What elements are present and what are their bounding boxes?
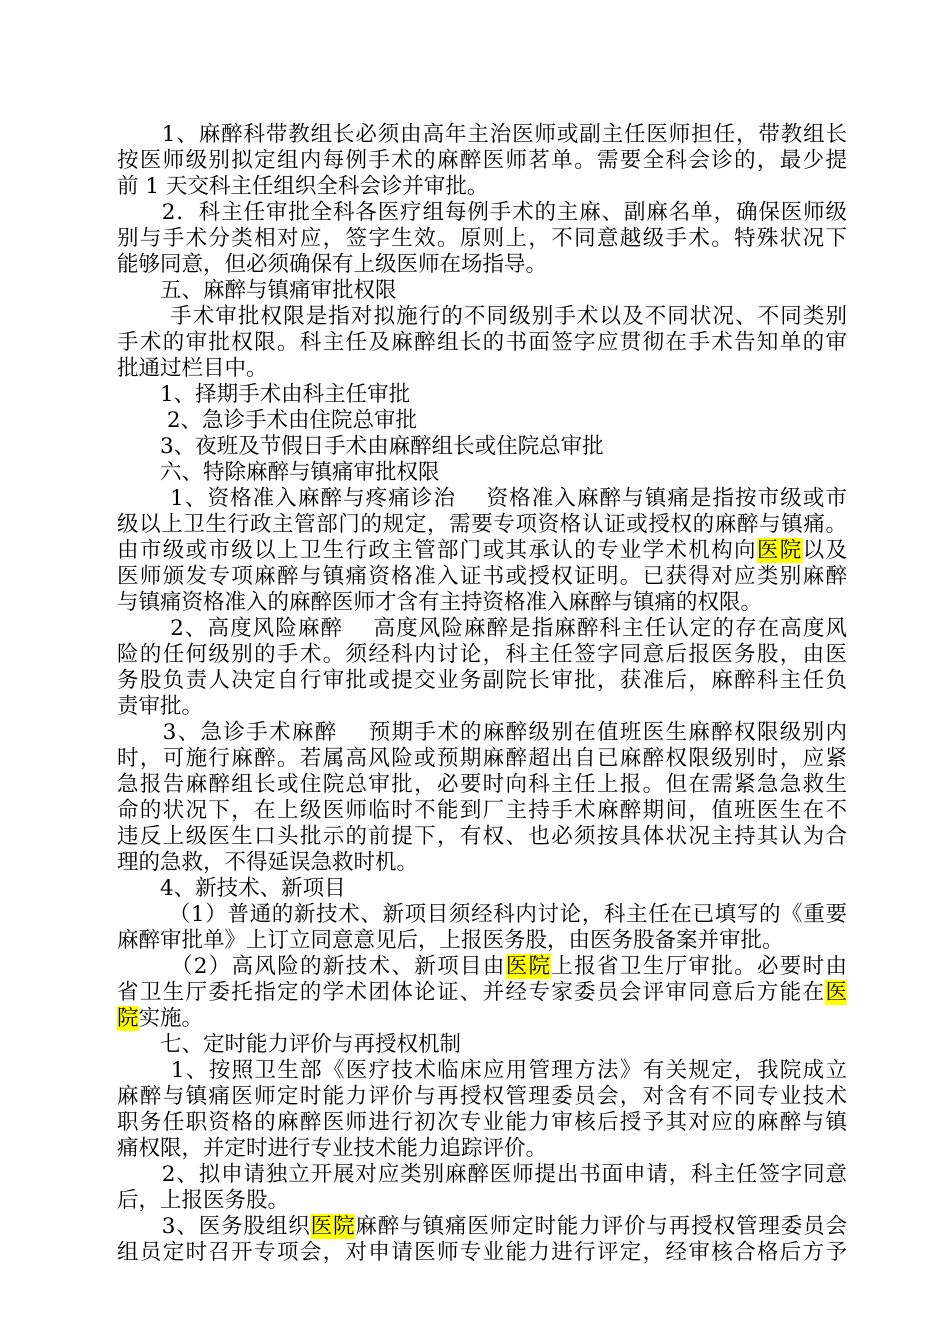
text-line — [117, 434, 604, 460]
line-text: 七、定时能力评价与再授权机制 — [117, 1032, 462, 1057]
line-text: 2．科主任审批全科各医疗组每例手术的主麻、副麻名单，确保医师级 — [117, 200, 847, 225]
line-text: 手术的审批权限。科主任及麻醉组长的书面签字应贯彻在手术告知单的审 — [117, 330, 847, 355]
text-line — [117, 174, 488, 200]
line-text: 急报告麻醉组长或住院总审批，必要时向科主任上报。但在需紧急急救生 — [117, 772, 847, 797]
highlighted-term: 院 — [117, 1006, 139, 1031]
text-line — [117, 642, 847, 668]
line-text: 麻醉与镇痛医师定时能力评价与再授权管理委员会，对含有不同专业技术 — [117, 1084, 847, 1109]
line-text: 由市级或市级以上卫生行政主管部门或其承认的专业学术机构向 — [117, 538, 757, 563]
line-text: 4、新技术、新项目 — [117, 876, 346, 901]
line-text-continued: 上报省卫生厅审批。必要时由 — [551, 954, 847, 979]
text-line — [117, 1240, 847, 1266]
line-text: 1、择期手术由科主任审批 — [117, 382, 411, 407]
text-line — [117, 512, 847, 538]
line-text: 理的急救，不得延误急救时机。 — [117, 850, 419, 875]
line-text: 2、拟申请独立开展对应类别麻醉医师提出书面申请，科主任签字同意 — [117, 1162, 847, 1187]
text-line — [117, 460, 440, 486]
line-text: 麻醉审批单》上订立同意意见后，上报医务股，由医务股备案并审批。 — [117, 928, 784, 953]
text-line — [117, 720, 847, 746]
line-text: 痛权限，并定时进行专业技术能力追踪评价。 — [117, 1136, 548, 1161]
text-line — [117, 1032, 461, 1058]
line-text-continued: 以及 — [802, 538, 847, 563]
line-text: 1、麻醉科带教组长必须由高年主治医师或副主任医师担任，带教组长 — [117, 122, 847, 147]
line-text: 违反上级医生口头批示的前提下，有权、也必须按具体状况主持其认为合 — [117, 824, 847, 849]
text-line — [117, 226, 847, 252]
line-text: 职务任职资格的麻醉医师进行初次专业能力审核后授予其对应的麻醉与镇 — [117, 1110, 847, 1135]
line-text: 别与手术分类相对应，签字生效。原则上，不同意越级手术。特殊状况下 — [117, 226, 847, 251]
line-text: 责审批。 — [117, 694, 204, 719]
line-text: 务股负责人决定自行审批或提交业务副院长审批，获准后，麻醉科主任负 — [117, 668, 847, 693]
line-text: 后，上报医务股。 — [117, 1188, 290, 1213]
line-text: 批通过栏目中。 — [117, 356, 268, 381]
text-line — [117, 1136, 547, 1162]
text-line — [117, 980, 847, 1006]
line-text: 3、医务股组织 — [117, 1214, 311, 1239]
text-line — [117, 122, 847, 148]
text-line — [117, 1214, 847, 1240]
text-line — [117, 252, 547, 278]
line-text: 3、夜班及节假日手术由麻醉组长或住院总审批 — [117, 434, 604, 459]
text-line — [117, 824, 847, 850]
highlighted-term: 医院 — [310, 1214, 356, 1239]
line-text: 时，可施行麻醉。若属高风险或预期麻醉超出自已麻醉权限级别时，应紧 — [117, 746, 847, 771]
line-text: 手术审批权限是指对拟施行的不同级别手术以及不同状况、不同类别 — [117, 304, 847, 329]
text-line — [117, 1006, 203, 1032]
line-text: （2）高风险的新技术、新项目由 — [117, 954, 506, 979]
text-line — [117, 200, 847, 226]
line-text: 六、特除麻醉与镇痛审批权限 — [117, 460, 440, 485]
text-line — [117, 954, 847, 980]
text-line — [117, 876, 346, 902]
line-text: 省卫生厅委托指定的学术团体论证、并经专家委员会评审同意后方能在 — [117, 980, 826, 1005]
text-line — [117, 850, 418, 876]
line-text: 医师颁发专项麻醉与镇痛资格准入证书或授权证明。已获得对应类别麻醉 — [117, 564, 847, 589]
text-line — [117, 798, 847, 824]
text-line — [117, 1110, 847, 1136]
text-line — [117, 668, 847, 694]
text-line — [117, 356, 268, 382]
text-line — [117, 902, 847, 928]
line-text: 2、急诊手术由住院总审批 — [117, 408, 418, 433]
line-text-continued: 麻醉与镇痛医师定时能力评价与再授权管理委员会 — [355, 1214, 847, 1239]
line-text: 与镇痛资格准入的麻醉医师才含有主持资格准入麻醉与镇痛的权限。 — [117, 590, 763, 615]
text-line — [117, 1188, 289, 1214]
line-text: 前 1 天交科主任组织全科会诊并审批。 — [117, 174, 489, 199]
line-text: 险的任何级别的手术。须经科内讨论，科主任签字同意后报医务股，由医 — [117, 642, 847, 667]
text-line — [117, 590, 762, 616]
text-line — [117, 486, 847, 512]
line-text: 五、麻醉与镇痛审批权限 — [117, 278, 397, 303]
text-line — [117, 1162, 847, 1188]
text-line — [117, 746, 847, 772]
text-line — [117, 408, 417, 434]
line-text: 级以上卫生行政主管部门的规定，需要专项资格认证或授权的麻醉与镇痛。 — [117, 512, 847, 537]
text-line — [117, 616, 847, 642]
line-text: 2、高度风险麻醉 高度风险麻醉是指麻醉科主任认定的存在高度风 — [117, 616, 847, 641]
text-line — [117, 772, 847, 798]
line-text: （1）普通的新技术、新项目须经科内讨论，科主任在已填写的《重要 — [117, 902, 847, 927]
highlighted-term: 医 — [825, 980, 847, 1005]
line-text: 1、按照卫生部《医疗技术临床应用管理方法》有关规定，我院成立 — [117, 1058, 847, 1083]
line-text: 命的状况下，在上级医师临时不能到厂主持手术麻醉期间，值班医生在不 — [117, 798, 847, 823]
text-line — [117, 1058, 847, 1084]
text-line — [117, 928, 784, 954]
text-line — [117, 330, 847, 356]
text-line — [117, 538, 847, 564]
line-text: 1、资格准入麻醉与疼痛诊治 资格准入麻醉与镇痛是指按市级或市 — [117, 486, 847, 511]
line-text: 按医师级别拟定组内每例手术的麻醉医师茗单。需要全科会诊的，最少提 — [117, 148, 847, 173]
text-line — [117, 564, 847, 590]
line-text: 能够同意，但必须确保有上级医师在场指导。 — [117, 252, 548, 277]
line-text: 3、急诊手术麻醉 预期手术的麻醉级别在值班医生麻醉权限级别内 — [117, 720, 847, 745]
text-line — [117, 304, 847, 330]
highlighted-term: 医院 — [505, 954, 552, 979]
text-line — [117, 382, 410, 408]
text-line — [117, 148, 847, 174]
text-line — [117, 278, 397, 304]
line-text-continued: 实施。 — [138, 1006, 204, 1031]
line-text: 组员定时召开专项会，对申请医师专业能力进行评定，经审核合格后方予 — [117, 1240, 847, 1265]
text-line — [117, 694, 203, 720]
highlighted-term: 医院 — [756, 538, 803, 563]
text-line — [117, 1084, 847, 1110]
